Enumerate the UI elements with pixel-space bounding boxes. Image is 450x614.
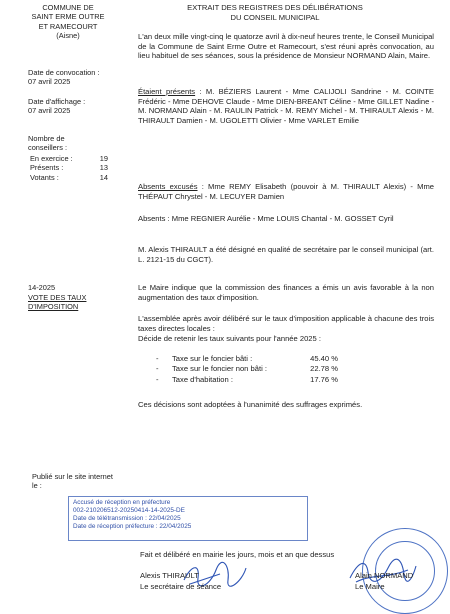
rate-value: 17.76 % (310, 374, 338, 384)
commune-block (28, 3, 108, 41)
tax-rates (156, 354, 338, 385)
publication-note (32, 472, 132, 491)
excused-label: Absents excusés (138, 182, 198, 191)
affichage-label: Date d'affichage : (28, 97, 86, 106)
members-label (28, 134, 108, 153)
members-label-line: Nombre de (28, 134, 65, 143)
tax-rate-row (156, 364, 338, 374)
count-row (30, 154, 108, 163)
commune-line: COMMUNE DE (42, 3, 94, 12)
affichage-date: 07 avril 2025 (28, 106, 71, 116)
members-label-line: conseillers : (28, 143, 68, 153)
tax-rate-row (156, 354, 338, 364)
stamp-line: Accusé de réception en préfecture (73, 499, 171, 506)
stamp-line: 002-210206512-20250414-14-2025-DE (73, 507, 185, 515)
document-title (150, 3, 400, 22)
rate-bullet: - (156, 364, 159, 374)
secretary-paragraph: M. Alexis THIRAULT a été désigné en qualité de secrétaire par le conseil municipal (art. L. 2121-15 du CGCT). (138, 245, 434, 264)
affichage-date-block (28, 97, 108, 116)
count-value: 13 (99, 163, 108, 173)
deliberation-number: 14-2025 (28, 283, 56, 292)
count-label: Votants : (30, 172, 59, 182)
count-label: Présents : (30, 163, 64, 173)
convocation-date-block (28, 68, 108, 87)
closing-statement: Fait et délibéré en mairie les jours, mois et an que dessus (140, 550, 335, 559)
subject-line: D'IMPOSITION (28, 302, 79, 312)
prefecture-receipt-stamp (68, 496, 308, 541)
rate-value: 22.78 % (310, 364, 338, 374)
count-value: 14 (99, 172, 108, 182)
deliberation-p2: L'assemblée après avoir délibéré sur le taux d'imposition applicable à chacune des trois taxes directes locales : (138, 314, 434, 333)
intro-paragraph: L'an deux mille vingt-cinq le quatorze avril à dix-neuf heures trente, le Conseil Municipal de la Commune de Saint Erme Outre et Ramecourt, s'est réuni après convocation, au lieu habituel de ses séances, sous la présidence de Monsieur NORMAND Alain, Maire. (138, 32, 434, 61)
count-row (30, 163, 108, 172)
deliberation-p3: Décide de retenir les taux suivants pour l'année 2025 : (138, 334, 321, 343)
absent-paragraph: Absents : Mme REGNIER Aurélie - Mme LOUIS Chantal - M. GOSSET Cyril (138, 214, 394, 223)
deliberation-p1: Le Maire indique que la commission des finances a émis un avis favorable à la non augmentation des taux d'imposition. (138, 283, 434, 302)
title-line: DU CONSEIL MUNICIPAL (230, 12, 320, 22)
subject-line: VOTE DES TAUX (28, 293, 87, 302)
present-label: Étaient présents (138, 87, 196, 96)
secretary-name: Alexis THIRAULT (140, 571, 199, 580)
publication-line: Publié sur le site internet (32, 472, 113, 481)
rate-label: Taxe sur le foncier non bâti : (172, 364, 267, 374)
convocation-label: Date de convocation : (28, 68, 100, 77)
title-line: EXTRAIT DES REGISTRES DES DÉLIBÉRATIONS (187, 3, 363, 12)
rate-value: 45.40 % (310, 354, 338, 363)
count-value: 19 (99, 154, 108, 163)
deliberation-subject (28, 293, 108, 312)
rate-bullet: - (156, 354, 159, 363)
rate-label: Taxe sur le foncier bâti : (172, 354, 253, 363)
commune-line: (Aisne) (56, 31, 80, 41)
rate-bullet: - (156, 374, 159, 384)
convocation-date: 07 avril 2025 (28, 77, 71, 87)
rate-label: Taxe d'habitation : (172, 374, 233, 384)
secretary-role: Le secrétaire de séance (140, 582, 222, 591)
present-text: : M. BÉZIERS Laurent - Mme CALIJOLI Sandrine - M. COINTE Frédéric - Mme DEHOVE Claude - Mme DIEN-BREANT Céline - Mme GILLET Nadine - M. NORMAND Alain - M. RAULIN Patrick - M. REMY Michel - M. THIRAULT Alexis - M. THIRAULT Damien - M. UGOLETTI Olivier - Mme VARLET Emilie (138, 87, 434, 125)
stamp-line: Date de télétransmission : 22/04/2025 (73, 515, 181, 523)
commune-line: SAINT ERME OUTRE (31, 12, 105, 22)
count-label: En exercice : (30, 154, 73, 163)
mayor-role: Le Maire (355, 582, 385, 591)
publication-line: le : (32, 481, 42, 491)
tax-rate-row (156, 375, 338, 385)
present-paragraph (138, 87, 434, 125)
mayor-name: Alain NORMAND (355, 571, 414, 580)
excused-paragraph (138, 182, 434, 201)
stamp-line: Date de réception préfecture : 22/04/2025 (73, 523, 192, 531)
commune-line: ET RAMECOURT (38, 21, 98, 31)
deliberation-conclusion: Ces décisions sont adoptées à l'unanimité des suffrages exprimés. (138, 400, 363, 409)
members-counts (30, 154, 108, 182)
count-row (30, 173, 108, 182)
excused-text: : Mme REMY Elisabeth (pouvoir à M. THIRAULT Alexis) - Mme THÉPAUT Chrystel - M. LECUYER Damien (138, 182, 435, 201)
